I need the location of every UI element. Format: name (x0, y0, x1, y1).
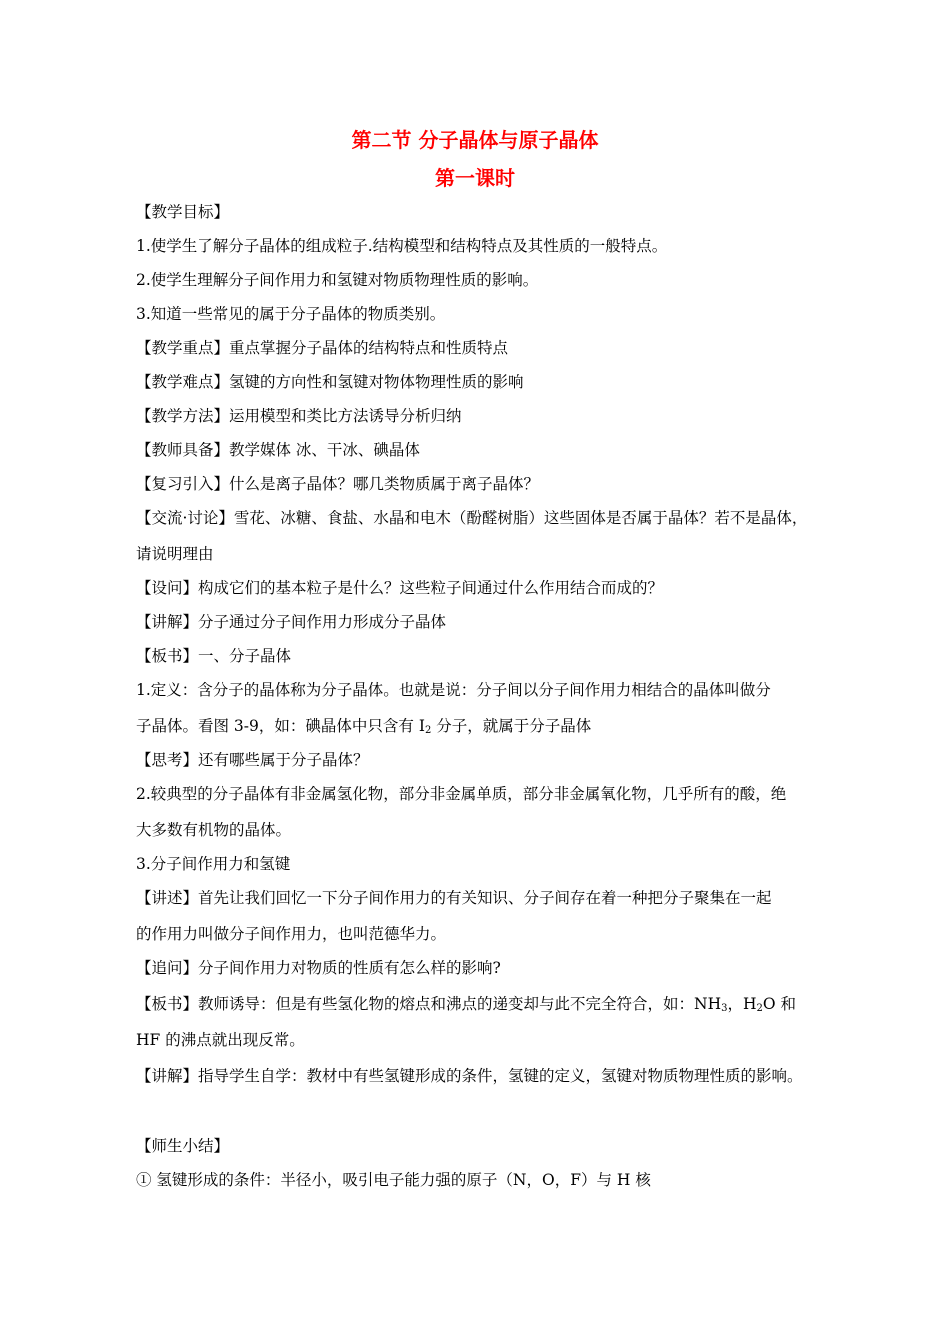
objective-3: 3.知道一些常见的属于分子晶体的物质类别。 (136, 305, 446, 323)
objective-1: 1.使学生了解分子晶体的组成粒子.结构模型和结构特点及其性质的一般特点。 (136, 237, 668, 255)
teaching-method: 【教学方法】运用模型和类比方法诱导分析归纳 (136, 407, 462, 425)
objective-2: 2.使学生理解分子间作用力和氢键对物质物理性质的影响。 (136, 271, 539, 289)
definition-line-1: 1.定义：含分子的晶体称为分子晶体。也就是说：分子间以分子间作用力相结合的晶体叫做分 (136, 681, 771, 699)
discussion-line-2: 请说明理由 (136, 545, 214, 563)
narration-line-1: 【讲述】首先让我们回忆一下分子间作用力的有关知识、分子间存在着一种把分子聚集在一起 (136, 889, 772, 907)
summary-heading: 【师生小结】 (136, 1137, 230, 1155)
review-intro: 【复习引入】什么是离子晶体？哪几类物质属于离子晶体？ (136, 475, 540, 493)
board-hydride-text-end: O 和 (762, 995, 797, 1013)
think-question: 【思考】还有哪些属于分子晶体？ (136, 751, 369, 769)
subscript: 2 (756, 1003, 763, 1014)
teacher-preparation: 【教师具备】教学媒体 冰、干冰、碘晶体 (136, 441, 420, 459)
board-hydride-line-1 (136, 994, 826, 1014)
board-hydride-text: 【板书】教师诱导：但是有些氢化物的熔点和沸点的递变却与此不完全符合，如：NH (136, 995, 722, 1013)
definition-line-2 (136, 716, 826, 736)
discussion-line-1: 【交流·讨论】雪花、冰糖、食盐、水晶和电木（酚醛树脂）这些固体是否属于晶体？若不是晶体， (136, 509, 808, 527)
document-title: 第二节 分子晶体与原子晶体 (351, 128, 599, 152)
summary-item-1: ① 氢键形成的条件：半径小，吸引电子能力强的原子（N，O，F）与 H 核 (136, 1171, 651, 1189)
definition-line-2-text: 子晶体。看图 3-9，如：碘晶体中只含有 I (136, 717, 425, 735)
definition-line-2-text-end: 分子，就属于分子晶体 (431, 717, 592, 735)
board-heading-molecular-crystal: 【板书】一、分子晶体 (136, 647, 292, 665)
typical-crystals-line-1: 2.较典型的分子晶体有非金属氢化物，部分非金属单质，部分非金属氧化物，几乎所有的酸，绝 (136, 785, 787, 803)
board-hydride-line-2: HF 的沸点就出现反常。 (136, 1031, 305, 1049)
typical-crystals-line-2: 大多数有机物的晶体。 (136, 821, 292, 839)
teaching-focus: 【教学重点】重点掌握分子晶体的结构特点和性质特点 (136, 339, 509, 357)
board-hydride-text-mid: ，H (727, 995, 757, 1013)
subscript: 2 (424, 725, 432, 736)
forces-heading: 3.分子间作用力和氢键 (136, 855, 291, 873)
section-heading-objectives: 【教学目标】 (136, 203, 230, 221)
follow-up-question: 【追问】分子间作用力对物质的性质有怎么样的影响? (136, 959, 501, 977)
question: 【设问】构成它们的基本粒子是什么？这些粒子间通过什么作用结合而成的？ (136, 579, 664, 597)
document-subtitle: 第一课时 (435, 166, 515, 190)
narration-line-2: 的作用力叫做分子间作用力，也叫范德华力。 (136, 925, 447, 943)
explanation-1: 【讲解】分子通过分子间作用力形成分子晶体 (136, 613, 447, 631)
teaching-difficulty: 【教学难点】氢键的方向性和氢键对物体物理性质的影响 (136, 373, 524, 391)
explanation-2: 【讲解】指导学生自学：教材中有些氢键形成的条件，氢键的定义，氢键对物质物理性质的影响。 (136, 1067, 803, 1085)
subscript: 3 (721, 1003, 728, 1014)
